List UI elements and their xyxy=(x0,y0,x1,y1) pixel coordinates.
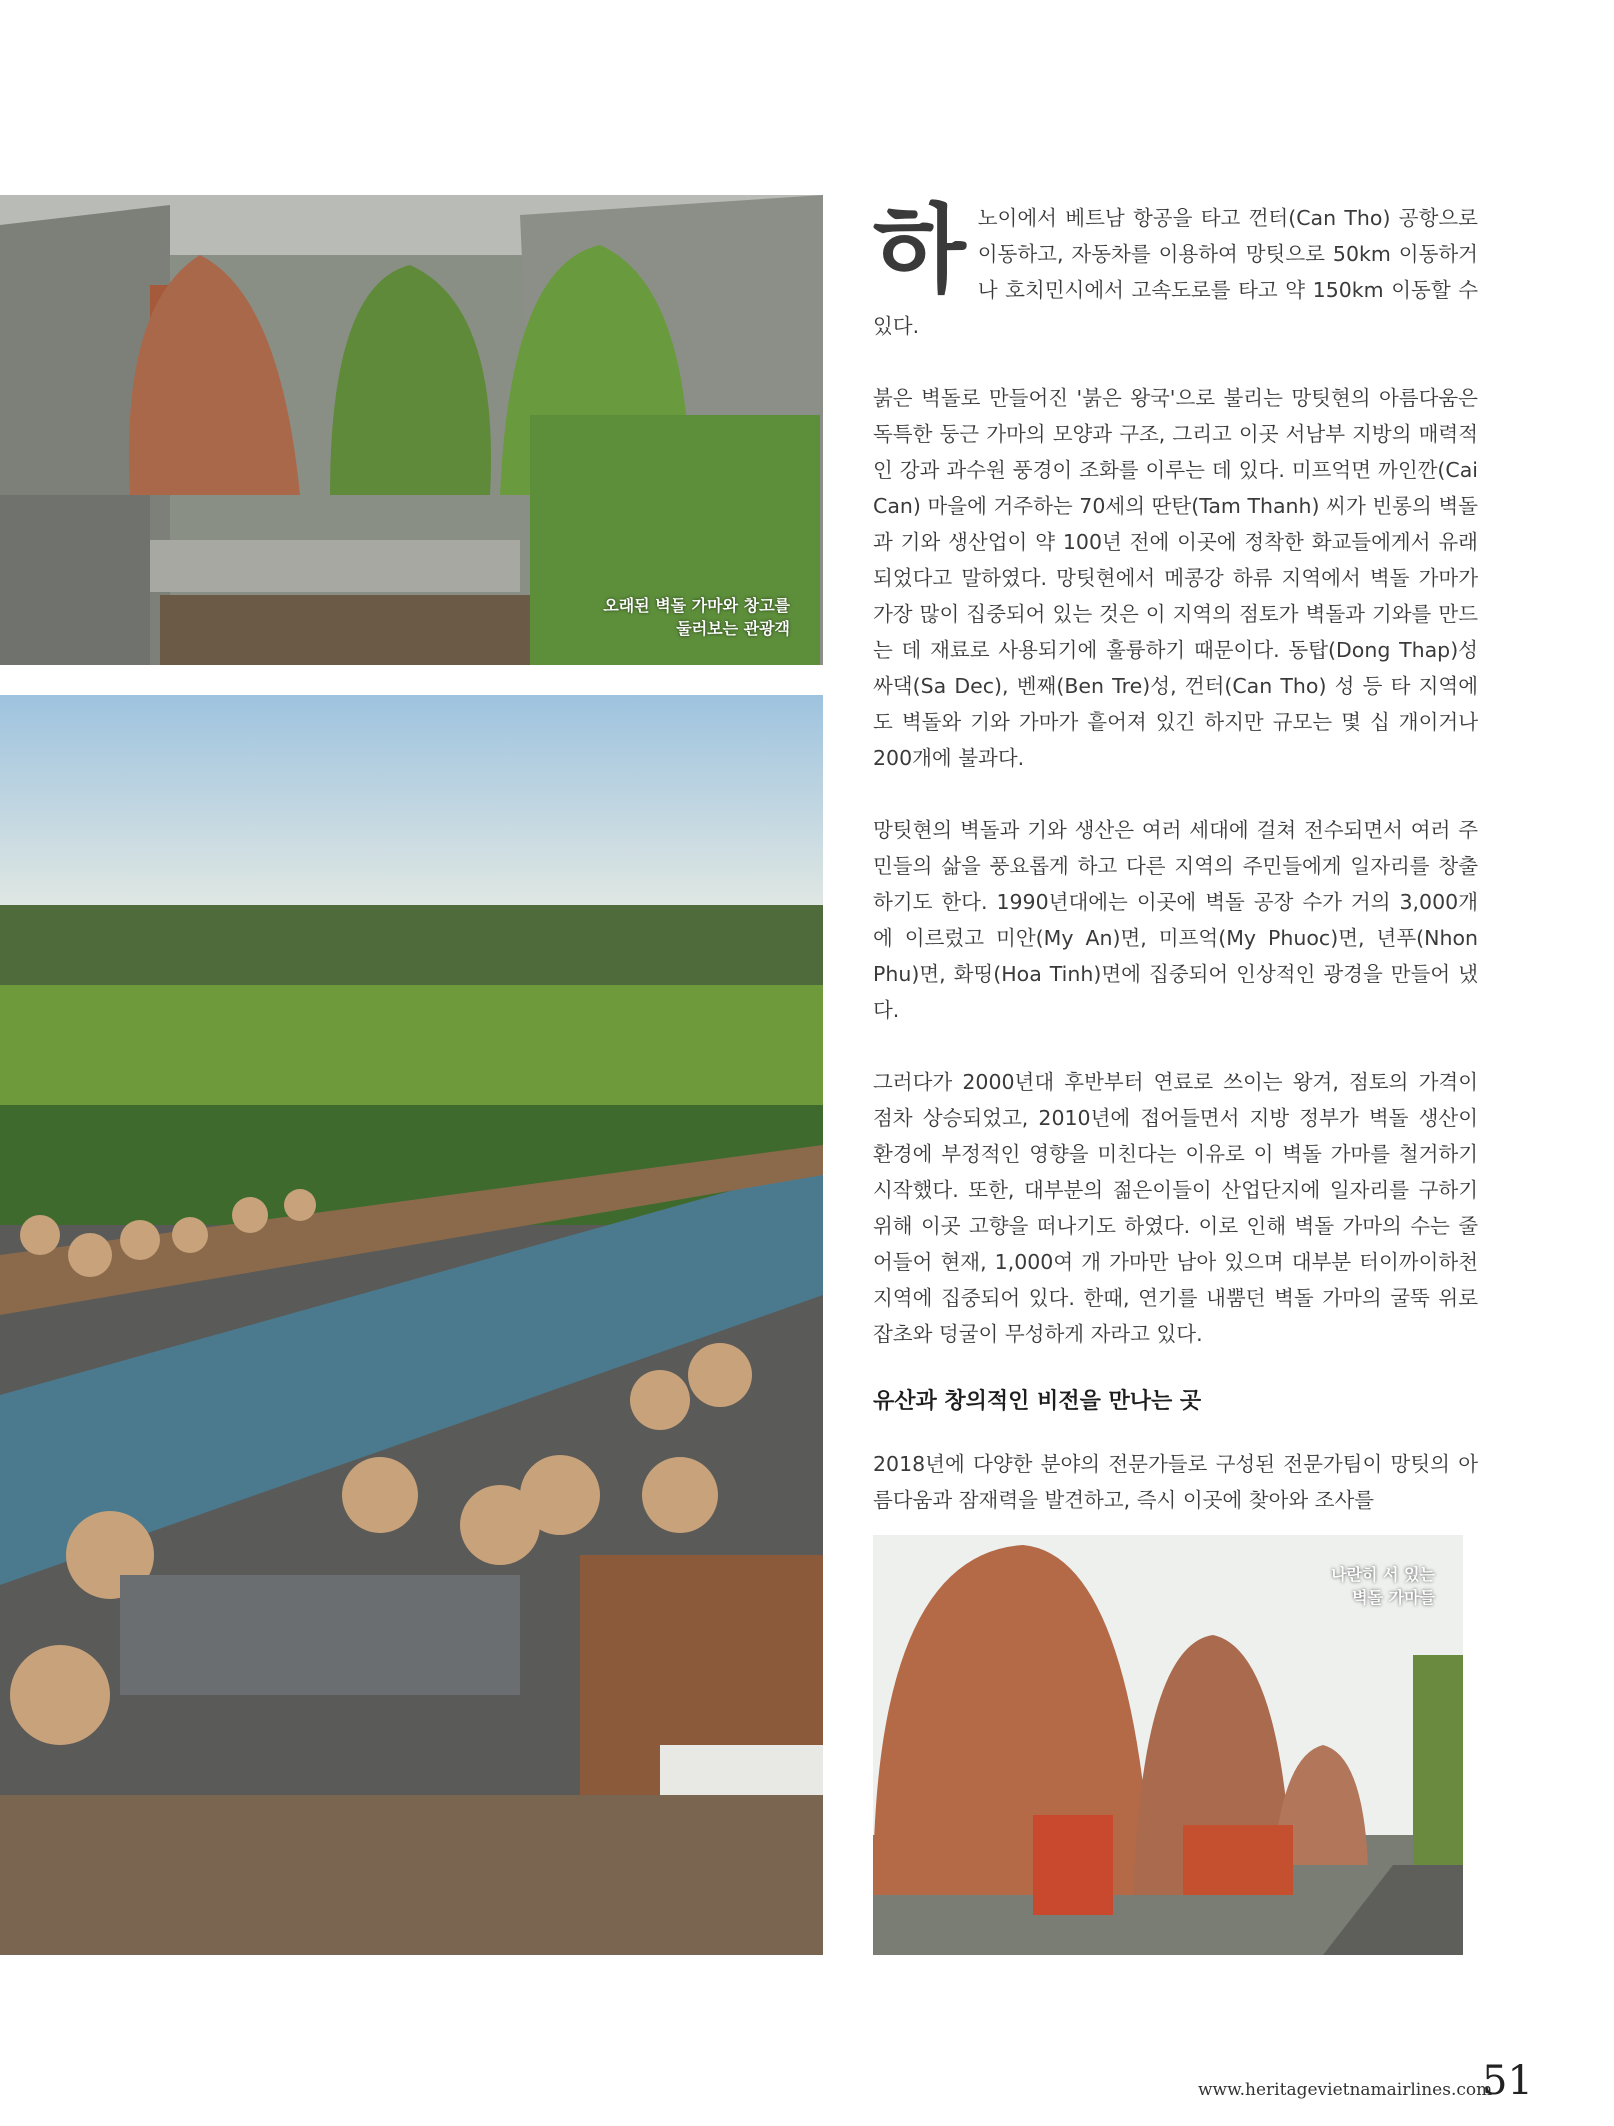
paragraph-text: 노이에서 베트남 항공을 타고 껀터(Can Tho) 공항으로 이동하고, 자동차를 이용하여 망팃으로 50km 이동하거나 호치민시에서 고속도로를 타고 약 150km 이동할 수 있다. xyxy=(873,206,1478,338)
aerial-river-image xyxy=(0,695,823,1955)
footer-url: www.heritagevietnamairlines.com xyxy=(1198,2080,1493,2100)
page-number: 51 xyxy=(1482,2058,1533,2104)
drop-cap: 하 xyxy=(873,194,966,306)
section-heading: 유산과 창의적인 비전을 만나는 곳 xyxy=(873,1389,1202,1414)
article-paragraph-5: 2018년에 다양한 분야의 전문가들로 구성된 전문가팀이 망팃의 아름다움과 잠재력을 발견하고, 즉시 이곳에 찾아와 조사를 xyxy=(873,1452,1478,1512)
caption-line: 오래된 벽돌 가마와 창고를 xyxy=(603,596,790,615)
article-paragraph-2: 붉은 벽돌로 만들어진 '붉은 왕국'으로 불리는 망팃현의 아름다움은 독특한 둥근 가마의 모양과 구조, 그리고 이곳 서남부 지방의 매력적인 강과 과수원 풍경이 조화를 이루는 데 있다. 미프억면 까인깐(Cai Can) 마을에 거주하는 70세의 딴탄(Tam Thanh) 씨가 빈롱의 벽돌과 기와 생산업이 약 100년 전에 이곳에 정착한 화교들에게서 유래되었다고 말하였다. 망팃현에서 메콩강 하류 지역에서 벽돌 가마가 가장 많이 집중되어 있는 것은 이 지역의 점토가 벽돌과 기와를 만드는 데 재료로 사용되기에 훌륭하기 때문이다. 동탑(Dong Thap)성 싸댁(Sa Dec), 벤째(Ben Tre)성, 껀터(Can Tho) 성 등 타 지역에도 벽돌와 기와 가마가 흩어져 있긴 하지만 규모는 몇 십 개이거나 200개에 불과다. xyxy=(873,386,1478,770)
caption-kiln-rooftops xyxy=(520,594,790,640)
caption-line: 둘러보는 관광객 xyxy=(676,619,790,638)
caption-line: 벽돌 가마들 xyxy=(1352,1588,1435,1607)
article-paragraph-4: 그러다가 2000년대 후반부터 연료로 쓰이는 왕겨, 점토의 가격이 점차 상승되었고, 2010년에 접어들면서 지방 정부가 벽돌 생산이 환경에 부정적인 영향을 미친다는 이유로 이 벽돌 가마를 철거하기 시작했다. 또한, 대부분의 젊은이들이 산업단지에 일자리를 구하기 위해 이곳 고향을 떠나기도 하였다. 이로 인해 벽돌 가마의 수는 줄어들어 현재, 1,000여 개 가마만 남아 있으며 대부분 터이까이하천 지역에 집중되어 있다. 한때, 연기를 내뿜던 벽돌 가마의 굴뚝 위로 잡초와 덩굴이 무성하게 자라고 있다. xyxy=(873,1070,1478,1346)
photo-aerial-river xyxy=(0,695,823,1955)
caption-kilns-row xyxy=(1205,1563,1435,1609)
article-body xyxy=(873,194,1478,1554)
caption-line: 나란히 서 있는 xyxy=(1331,1565,1435,1584)
article-paragraph-3: 망팃현의 벽돌과 기와 생산은 여러 세대에 걸쳐 전수되면서 여러 주민들의 삶을 풍요롭게 하고 다른 지역의 주민들에게 일자리를 창출하기도 한다. 1990년대에는 이곳에 벽돌 공장 수가 거의 3,000개에 이르렀고 미안(My An)면, 미프억(My Phuoc)면, 년푸(Nhon Phu)면, 화띵(Hoa Tinh)면에 집중되어 인상적인 광경을 만들어 냈다. xyxy=(873,818,1478,1022)
article-paragraph-1 xyxy=(873,194,1478,344)
